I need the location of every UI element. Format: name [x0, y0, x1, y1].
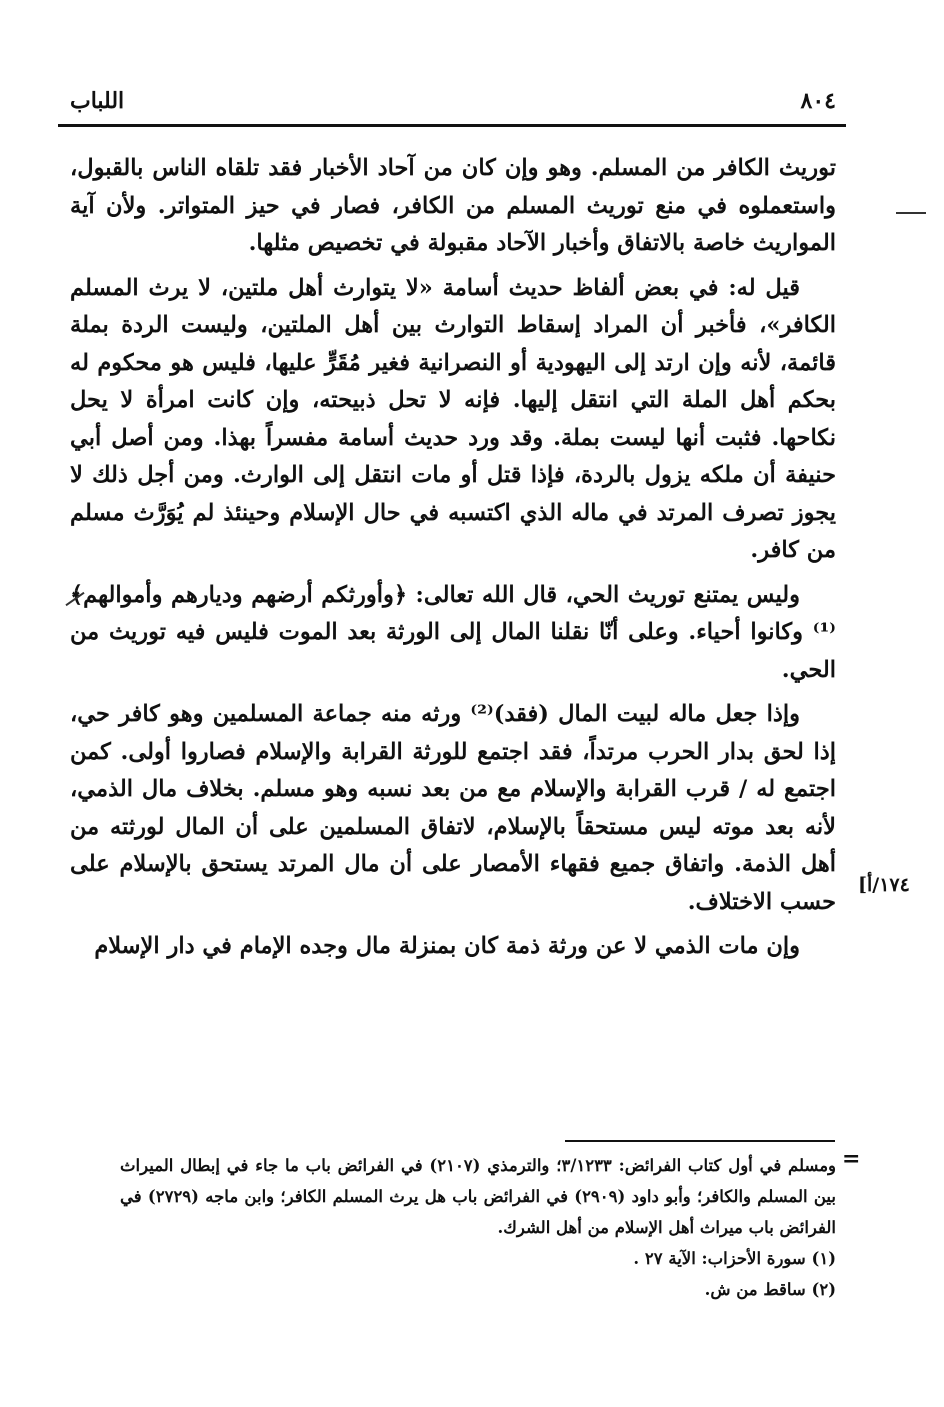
main-text — [70, 150, 836, 973]
page-header — [70, 88, 836, 122]
paragraph: وإن مات الذمي لا عن ورثة ذمة كان بمنزلة مال وجده الإمام في دار الإسلام — [94, 933, 800, 959]
paragraph: قيل له: في بعض ألفاظ حديث أسامة «لا يتوارث أهل ملتين، لا يرث المسلم الكافر»، فأخبر أن المراد إسقاط التوارث بين أهل الملتين، وليست الردة بملة قائمة، لأنه وإن ارتد إلى اليهودية أو النصرانية فغير مُقَرٍّ عليها، فليس هو محكوم له بحكم أهل الملة التي انتقل إليها. فإنه لا تحل ذبيحته، وإن كانت امرأة لا يحل نكاحها. فثبت أنها ليست بملة. وقد ورد حديث أسامة مفسراً بهذا. ومن أصل أبي حنيفة أن ملكه يزول بالردة، فإذا قتل أو مات انتقل إلى الوارث. ومن أجل ذلك لا يجوز تصرف المرتد في ماله الذي اكتسبه في حال الإسلام وحينئذ لم يُوَرَّث مسلم من كافر. — [70, 274, 836, 563]
book-title: اللباب — [70, 88, 125, 114]
margin-dash-mark — [896, 212, 926, 214]
paragraph: توريث الكافر من المسلم. وهو وإن كان من آحاد الأخبار فقد تلقاه الناس بالقبول، واستعملوه في منع توريث المسلم من الكافر، فصار في حيز المتواتر. ولأن آية المواريث خاصة بالاتفاق وأخبار الآحاد مقبولة في تخصيص مثلها. — [70, 155, 836, 256]
paragraph: وليس يمتنع توريث الحي، قال الله تعالى: ﴿وأورثكم أرضهم وديارهم وأموالهم﴾⁽¹⁾ وكانوا أحياء. وعلى أنّا نقلنا المال إلى الورثة بعد الموت فليس فيه توريث من الحي. — [70, 581, 836, 683]
footnote-2: (٢) ساقط من ش. — [704, 1280, 836, 1299]
header-rule — [58, 124, 846, 127]
footnotes — [120, 1150, 836, 1305]
manuscript-folio-marker: ١٧٤/أ] — [858, 874, 910, 896]
footnote-continuation: ومسلم في أول كتاب الفرائض: ٣/١٢٣٣؛ والترمذي (٢١٠٧) في الفرائض باب ما جاء في إبطال الميراث بين المسلم والكافر؛ وأبو داود (٢٩٠٩) في الفرائض باب هل يرث المسلم الكافر؛ وابن ماجه (٢٧٢٩) في الفرائض باب ميراث أهل الإسلام من أهل الشرك. — [120, 1156, 837, 1237]
paragraph: وإذا جعل ماله لبيت المال (فقد)⁽²⁾ ورثه منه جماعة المسلمين وهو كافر حي، إذا لحق بدار الحرب مرتداً، فقد اجتمع للورثة القرابة والإسلام فصاروا أولى. كمن اجتمع له / قرب القرابة والإسلام مع من بعد نسبه وهو مسلم. بخلاف مال الذمي، لأنه بعد موته ليس مستحقاً بالإسلام، لاتفاق المسلمين على أن المال لورثته من أهل الذمة. واتفاق جميع فقهاء الأمصار على أن مال المرتد يستحق بالإسلام على حسب الاختلاف. — [70, 701, 836, 915]
footnote-continuation-mark: = — [842, 1146, 861, 1172]
page-number: ٨٠٤ — [800, 88, 836, 114]
footnote-1: (١) سورة الأحزاب: الآية ٢٧ . — [633, 1249, 836, 1268]
footnote-rule — [565, 1140, 835, 1142]
